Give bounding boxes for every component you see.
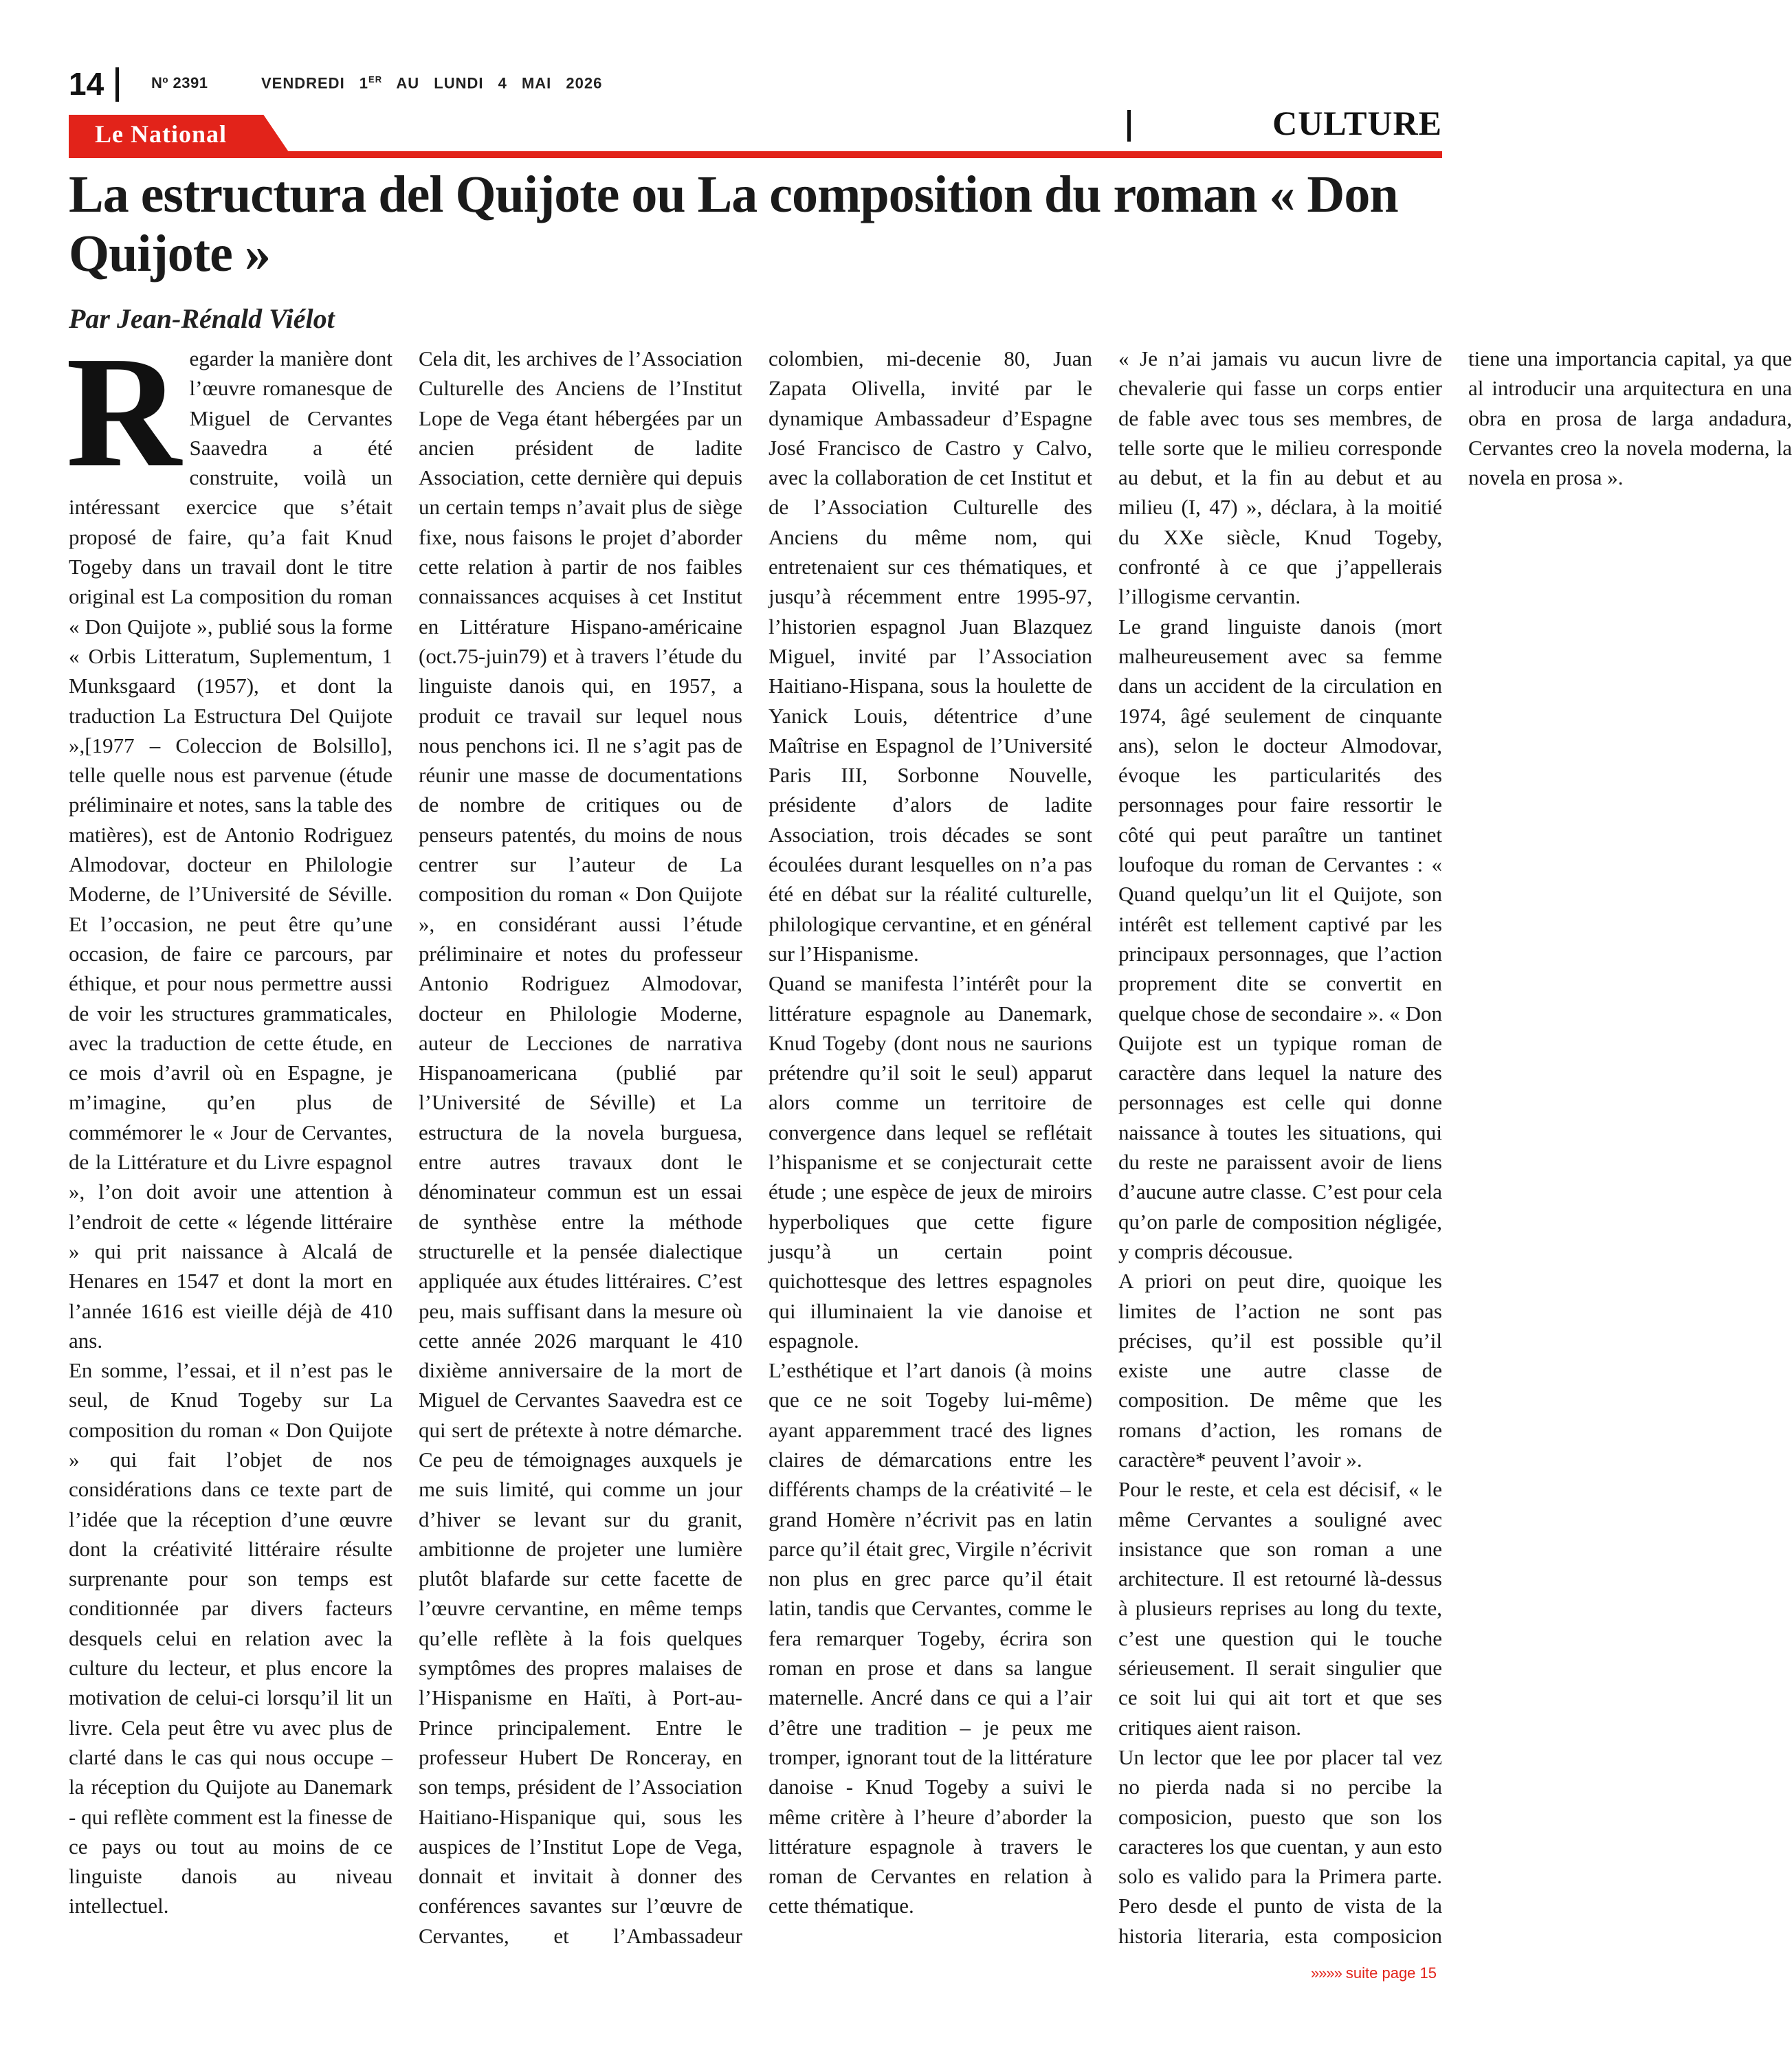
- article-paragraph: Quand se manifesta l’intérêt pour la littérature espagnole au Danemark, Knud Togeby (dont nous ne saurions prétendre qu’il soit le seul) apparut alors comme un territoire de convergence dans lequel se reflétait l’hispanisme et se conjecturait cette étude ; une espèce de jeux de miroirs hyperboliques que cette figure jusqu’à un certain point quichottesque des lettres espagnoles qui illuminaient la vie danoise et espagnole.: [768, 971, 1092, 1353]
- page-number-divider: [115, 67, 119, 102]
- article-paragraph: [66, 324, 392, 1355]
- dateline-day: VENDREDI 1: [261, 74, 369, 92]
- section-divider: [1127, 110, 1131, 142]
- masthead-logo: Le National: [95, 120, 228, 148]
- article-paragraph: En somme, l’essai, et il n’est pas le seul, de Knud Togeby sur La composition du roman « Don Quijote » qui fait l’objet de nos considérations dans ce texte part de l’idée que la réception d’une œuvre dont la créativité littéraire résulte surprenante pour son temps est conditionnée par divers facteurs desquels celui en relation avec la culture du lecteur, et plus encore la motivation de celui-ci lorsqu’il lit un livre. Cela peut être vu avec plus de clarté dans le cas qui nous occupe – la réception du Quijote au Danemark - qui reflète comment est la finesse de ce pays ou tout au moins de ce linguiste danois au niveau intellectuel.: [69, 1358, 392, 1918]
- dateline-rest: AU LUNDI 4 MAI 2026: [382, 74, 603, 92]
- article-paragraph: Pour le reste, et cela est décisif, « le même Cervantes a souligné avec insistance que son roman a une architecture. Il est retourné là-dessus à plusieurs reprises au long du texte, c’est une question qui le touche sérieusement. Il serait singulier que ce soit lui qui ait tort et que ses critiques aient raison.: [1118, 1477, 1442, 1740]
- article-body: [66, 324, 1792, 1952]
- article-paragraph: « Je n’ai jamais vu aucun livre de chevalerie qui fasse un corps entier de fable avec tous ses membres, de telle sorte que le milieu corresponde au debut, et la fin au debut et au milieu (I, 47) », déclara, à la moitié du XXe siècle, Knud Togeby, confronté à ce que j’appellerais l’illogisme cervantin.: [1118, 346, 1442, 609]
- article-paragraph: Le grand linguiste danois (mort malheureusement avec sa femme dans un accident de la circulation en 1974, âgé seulement de cinquante ans), selon le docteur Almodovar, évoque les particularités des personnages pour faire ressortir le côté qui peut paraître un tantinet loufoque du roman de Cervantes : « Quand quelqu’un lit el Quijote, son intérêt est tellement captivé par les principaux personnages, que l’action proprement dite se convertit en quelque chose de secondaire ». « Don Quijote est un typique roman de caractère dans lequel la nature des personnages est celle qui donne naissance à toutes les situations, qui du reste ne paraissent avoir de liens d’aucune autre classe. C’est pour cela qu’on parle de composition négligée, y compris décousue.: [1118, 614, 1442, 1263]
- article-paragraph: Cela dit, les archives de l’Association Culturelle des Anciens de l’Institut Lope de Vega étant hébergées par un ancien président de ladite Association, cette dernière qui depuis un certain temps n’avait plus de siège fixe, nous faisons le projet d’aborder cette relation à partir de nos faibles connaissances acquises à cet Institut en Littérature Hispano-américaine (oct.75-juin79) et à travers l’étude du linguiste danois qui, en 1957, a produit ce travail sur lequel nous nous penchons ici. Il ne s’agit pas de réunir une masse de documentations de nombre de critiques ou de penseurs patentés, du moins de nous centrer sur l’auteur de La composition du roman « Don Quijote », en considérant aussi l’étude préliminaire et notes du professeur Antonio Rodriguez Almodovar, docteur en Philologie Moderne, auteur de Lecciones de narrativa Hispanoamericana (publié par l’Université de Séville) et La estructura de la novela burguesa, entre autres travaux dont le dénominateur commun est un essai de synthèse entre la méthode structurelle et la pensée dialectique appliquée aux études littéraires. C’est peu, mais suffisant dans la mesure où cette année 2026 marquant le 410 dixième anniversaire de la mort de Miguel de Cervantes Saavedra est ce qui sert de prétexte à notre démarche. Ce peu de témoignages auxquels je me suis limité, qui comme un jour d’hiver se levant sur du granit, ambitionne de projeter une lumière plutôt blafarde sur cette facette de l’œuvre cervantine, en même temps qu’elle reflète à la fois quelques symptômes des propres malaises de l’Hispanisme en Haïti, à Port-au-Prince principalement. Entre le professeur Hubert De Ronceray, en son temps, président de l’Association Haitiano-Hispanique qui, sous les auspices de l’Institut Lope de Vega, donnait et invitait à donner des conférences savantes sur l’œuvre de Cervantes, et l’Ambassadeur colombien, mi-decenie 80, Juan Zapata Olivella, invité par le dynamique Ambassadeur d’Espagne José Francisco de Castro y Calvo, avec la collaboration de cet Institut et de l’Association Culturelle des Anciens du même nom, qui entretenaient sur ces thématiques, et jusqu’à récemment entre 1995-97, l’historien espagnol Juan Blazquez Miguel, invité par l’Association Haitiano-Hispana, sous la houlette de Yanick Louis, détentrice d’une Maîtrise en Espagnol de l’Université Paris III, Sorbonne Nouvelle, présidente d’alors de ladite Association, trois décades se sont écoulées durant lesquelles on n’a pas été en débat sur la réalité culturelle, philologique cervantine, et en général sur l’Hispanisme.: [419, 346, 1092, 1948]
- continued-arrows: »»»»: [1310, 1964, 1342, 1982]
- article-byline: Par Jean-Rénald Viélot: [69, 303, 335, 334]
- continued-link[interactable]: [1311, 1964, 1437, 1982]
- dateline: [261, 74, 602, 92]
- header-rule: [69, 151, 1442, 158]
- page-number: 14: [69, 66, 104, 102]
- page-header: [69, 63, 1442, 104]
- continued-text: suite page 15: [1345, 1964, 1437, 1982]
- article-headline: La estructura del Quijote ou La composition du roman « Don Quijote »: [69, 166, 1398, 282]
- issue-number: Nº 2391: [151, 74, 208, 91]
- article-paragraph: A priori on peut dire, quoique les limites de l’action ne sont pas précises, qu’il est possible qu’il existe une autre classe de composition. De même que les romans d’action, les romans de caractère* peuvent l’avoir ».: [1118, 1269, 1442, 1472]
- paragraph-text: egarder la manière dont l’œuvre romanesque de Miguel de Cervantes Saavedra a été construite, voilà un intéressant exercice que s’était proposé de faire, qu’a fait Knud Togeby dans un travail dont le titre original est La composition du roman « Don Quijote », publié sous la forme « Orbis Litteratum, Suplementum, 1 Munksgaard (1957), et dont la traduction La Estructura Del Quijote »,[1977 – Coleccion de Bolsillo], telle quelle nous est parvenue (étude préliminaire et notes, sans la table des matières), est de Antonio Rodriguez Almodovar, docteur en Philologie Moderne, de l’Université de Séville. Et l’occasion, ne peut être qu’une occasion, de faire ce parcours, par éthique, et pour nous permettre aussi de voir les structures grammaticales, avec la traduction de cette étude, en ce mois d’avril où en Espagne, je m’imagine, qu’en plus de commémorer le « Jour de Cervantes, de la Littérature et du Livre espagnol », l’on doit avoir une attention à l’endroit de cette « légende littéraire » qui prit naissance à Alcalá de Henares en 1547 et dont la mort en l’année 1616 est vieille déjà de 410 ans.: [69, 346, 392, 1353]
- article-paragraph: Un lector que lee por placer tal vez no pierda nada si no percibe la composicion, puesto que son los caracteres los que cuentan, y aun esto solo es valido para la Primera parte. Pero desde el punto de vista de la historia literaria, esta composicion tiene una importancia capital, ya que al introducir una arquitectura en una obra en prosa de larga andadura, Cervantes creo la novela moderna, la novela en prosa ».: [1118, 346, 1792, 1948]
- section-name: CULTURE: [1272, 104, 1442, 142]
- article-paragraph: L’esthétique et l’art danois (à moins que ce ne soit Togeby lui-même) ayant apparemment tracé des lignes claires de démarcations entre les différents champs de la créativité – le grand Homère n’écrivit pas en latin parce qu’il était grec, Virgile n’écrivit non plus en grec parce qu’il était latin, tandis que Cervantes, comme le fera remarquer Togeby, écrira son roman en prose et dans sa langue maternelle. Ancré dans ce qui a l’air d’être une tradition – je peux me tromper, ignorant tout de la littérature danoise - Knud Togeby a suivi le même critère à l’heure d’aborder la littérature espagnole à travers le roman de Cervantes en relation à cette thématique.: [768, 1358, 1092, 1918]
- dateline-sup: ER: [368, 74, 383, 85]
- drop-cap: R: [66, 324, 181, 500]
